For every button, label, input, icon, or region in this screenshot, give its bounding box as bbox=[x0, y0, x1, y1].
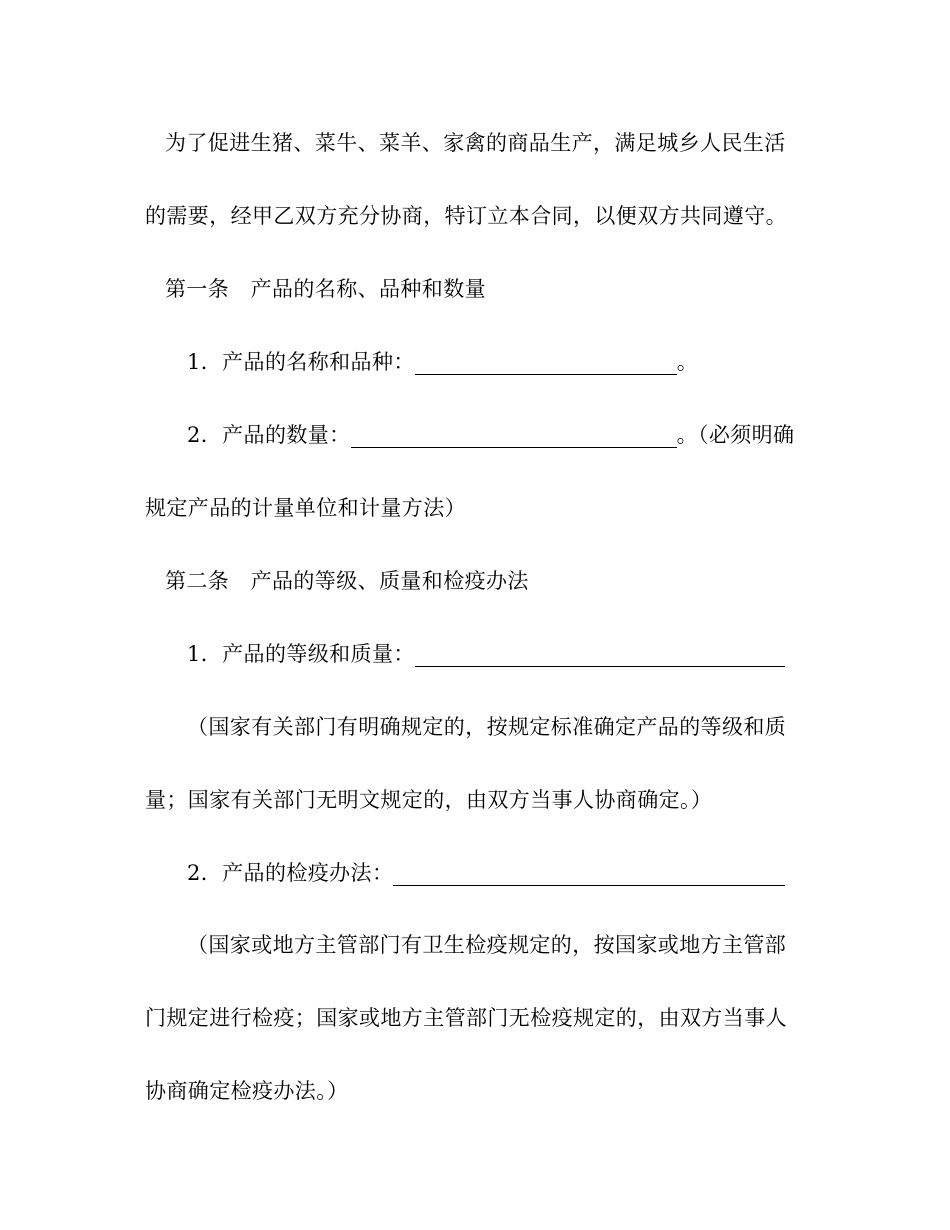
grade-quality-blank[interactable] bbox=[415, 644, 785, 667]
article-1-item-1-label: 1．产品的名称和品种： bbox=[187, 350, 415, 374]
article-2-note-2-line-2 bbox=[145, 1003, 815, 1033]
note-1-text-1: （国家有关部门有明确规定的，按规定标准确定产品的等级和质 bbox=[187, 715, 787, 739]
article-2-item-2-label: 2．产品的检疫办法： bbox=[187, 861, 394, 885]
article-2-item-2 bbox=[187, 858, 857, 888]
article-2-note-1-line-1 bbox=[187, 712, 857, 742]
note-2-text-2: 门规定进行检疫；国家或地方主管部门无检疫规定的，由双方当事人 bbox=[145, 1006, 787, 1030]
note-2-text-3: 协商确定检疫办法。） bbox=[145, 1079, 349, 1103]
article-1-item-1 bbox=[187, 347, 857, 377]
note-1-text-2: 量；国家有关部门无明文规定的，由双方当事人协商确定。） bbox=[145, 788, 713, 812]
article-1-heading-text: 第一条 产品的名称、品种和数量 bbox=[165, 277, 486, 301]
article-1-item-2-continuation bbox=[145, 493, 815, 523]
intro-text-1: 为了促进生猪、菜牛、菜羊、家禽的商品生产，满足城乡人民生活 bbox=[165, 131, 786, 155]
product-name-blank[interactable] bbox=[415, 352, 677, 375]
article-2-note-2-line-3 bbox=[145, 1076, 815, 1106]
article-2-note-2-line-1 bbox=[187, 930, 857, 960]
intro-paragraph-line-1 bbox=[165, 128, 835, 158]
article-1-heading bbox=[165, 274, 835, 304]
article-1-item-2-cont-text: 规定产品的计量单位和计量方法） bbox=[145, 496, 466, 520]
article-2-heading-text: 第二条 产品的等级、质量和检疫办法 bbox=[165, 569, 529, 593]
product-quantity-blank[interactable] bbox=[351, 425, 677, 448]
quarantine-method-blank[interactable] bbox=[393, 863, 785, 886]
article-1-item-1-end: 。 bbox=[676, 350, 699, 374]
article-2-note-1-line-2 bbox=[145, 785, 815, 815]
article-1-item-2 bbox=[187, 420, 857, 450]
intro-paragraph-line-2 bbox=[145, 201, 815, 231]
intro-text-2: 的需要，经甲乙双方充分协商，特订立本合同，以便双方共同遵守。 bbox=[145, 204, 787, 228]
article-2-item-1-label: 1．产品的等级和质量： bbox=[187, 642, 415, 666]
article-1-item-2-end: 。（必须明确 bbox=[676, 423, 795, 447]
article-1-item-2-label: 2．产品的数量： bbox=[187, 423, 351, 447]
article-2-item-1 bbox=[187, 639, 857, 669]
article-2-heading bbox=[165, 566, 835, 596]
note-2-text-1: （国家或地方主管部门有卫生检疫规定的，按国家或地方主管部 bbox=[187, 933, 787, 957]
